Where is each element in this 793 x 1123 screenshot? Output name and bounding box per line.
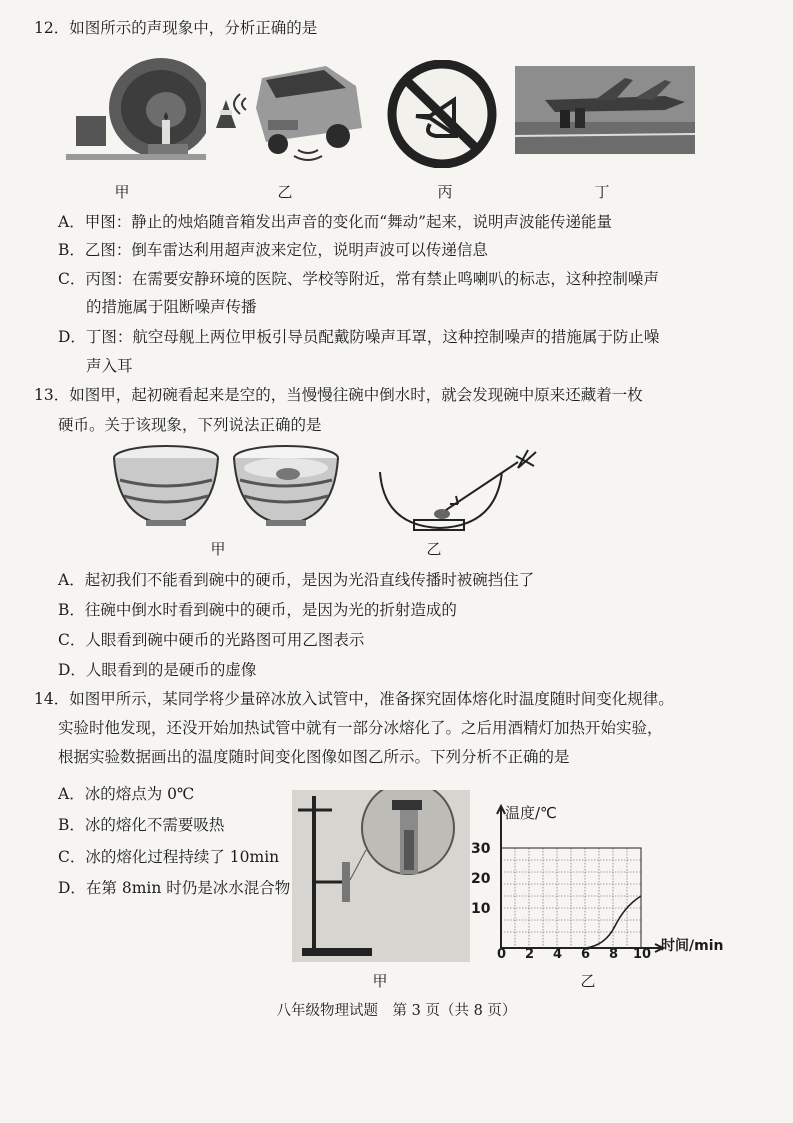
q14-stem-line1: 14．如图甲所示，某同学将少量碎冰放入试管中，准备探究固体熔化时温度随时间变化规律。 xyxy=(34,690,674,708)
graph-xtick-8: 8 xyxy=(609,947,619,962)
q13-caption-jia: 甲 xyxy=(210,540,226,558)
q13-caption-yi: 乙 xyxy=(426,540,442,558)
q12-option-b: B．乙图：倒车雷达利用超声波来定位，说明声波可以传递信息 xyxy=(58,241,488,259)
q12-option-d-cont: 声入耳 xyxy=(86,357,133,375)
q12-caption-yi: 乙 xyxy=(277,183,293,201)
q13-figure-yi-light-path xyxy=(376,448,556,534)
graph-ytick-30: 30 xyxy=(471,841,491,857)
q13-option-a: A．起初我们不能看到碗中的硬币，是因为光沿直线传播时被碗挡住了 xyxy=(58,571,535,589)
q12-option-d: D．丁图：航空母舰上两位甲板引导员配戴防噪声耳罩，这种控制噪声的措施属于防止噪 xyxy=(58,328,660,346)
q14-option-a: A．冰的熔点为 0℃ xyxy=(58,785,195,803)
q12-figure-ding xyxy=(515,66,695,154)
page-footer: 八年级物理试题 第 3 页（共 8 页） xyxy=(276,1003,517,1019)
q14-stem-line3: 根据实验数据画出的温度随时间变化图像如图乙所示。下列分析不正确的是 xyxy=(58,748,570,766)
q14-stem-line2: 实验时他发现，还没开始加热试管中就有一部分冰熔化了。之后用酒精灯加热开始实验， xyxy=(58,719,663,737)
q12-option-c: C．丙图：在需要安静环境的医院、学校等附近，常有禁止鸣喇叭的标志，这种控制噪声 xyxy=(58,270,659,288)
graph-xtick-6: 6 xyxy=(581,947,591,962)
q12-figure-jia xyxy=(66,56,216,166)
graph-ylabel: 温度/℃ xyxy=(505,804,557,822)
q13-figure-jia-bowls xyxy=(110,440,342,532)
graph-xtick-4: 4 xyxy=(553,947,563,962)
graph-xtick-0: 0 xyxy=(497,947,507,962)
q14-caption-jia: 甲 xyxy=(372,972,388,990)
graph-ytick-20: 20 xyxy=(471,871,491,887)
q12-caption-ding: 丁 xyxy=(594,183,610,201)
q13-option-c: C．人眼看到碗中硬币的光路图可用乙图表示 xyxy=(58,631,365,649)
q13-option-b: B．往碗中倒水时看到碗中的硬币，是因为光的折射造成的 xyxy=(58,601,457,619)
q13-option-d: D．人眼看到的是硬币的虚像 xyxy=(58,661,257,679)
graph-xtick-2: 2 xyxy=(525,947,535,962)
q14-option-d: D．在第 8min 时仍是冰水混合物 xyxy=(58,879,291,897)
q14-figure-yi-graph xyxy=(465,798,735,962)
q14-figure-jia-apparatus xyxy=(292,790,470,962)
q12-figure-bing-no-horn-icon xyxy=(386,60,498,168)
q12-stem: 12．如图所示的声现象中，分析正确的是 xyxy=(34,19,318,37)
graph-xlabel: 时间/min xyxy=(661,938,724,954)
q12-figure-yi xyxy=(206,58,368,166)
graph-xtick-10: 10 xyxy=(633,947,652,962)
q14-option-b: B．冰的熔化不需要吸热 xyxy=(58,816,225,834)
q13-stem-line1: 13．如图甲，起初碗看起来是空的，当慢慢往碗中倒水时，就会发现碗中原来还藏着一枚 xyxy=(34,386,643,404)
graph-ytick-10: 10 xyxy=(471,901,491,917)
q12-option-c-cont: 的措施属于阻断噪声传播 xyxy=(86,298,257,316)
q12-caption-jia: 甲 xyxy=(114,183,130,201)
q13-stem-line2: 硬币。关于该现象，下列说法正确的是 xyxy=(58,416,322,434)
q12-option-a: A．甲图：静止的烛焰随音箱发出声音的变化而“舞动”起来，说明声波能传递能量 xyxy=(58,213,613,231)
q14-caption-yi: 乙 xyxy=(580,972,596,990)
q14-option-c: C．冰的熔化过程持续了 10min xyxy=(58,848,280,866)
q12-caption-bing: 丙 xyxy=(437,183,453,201)
